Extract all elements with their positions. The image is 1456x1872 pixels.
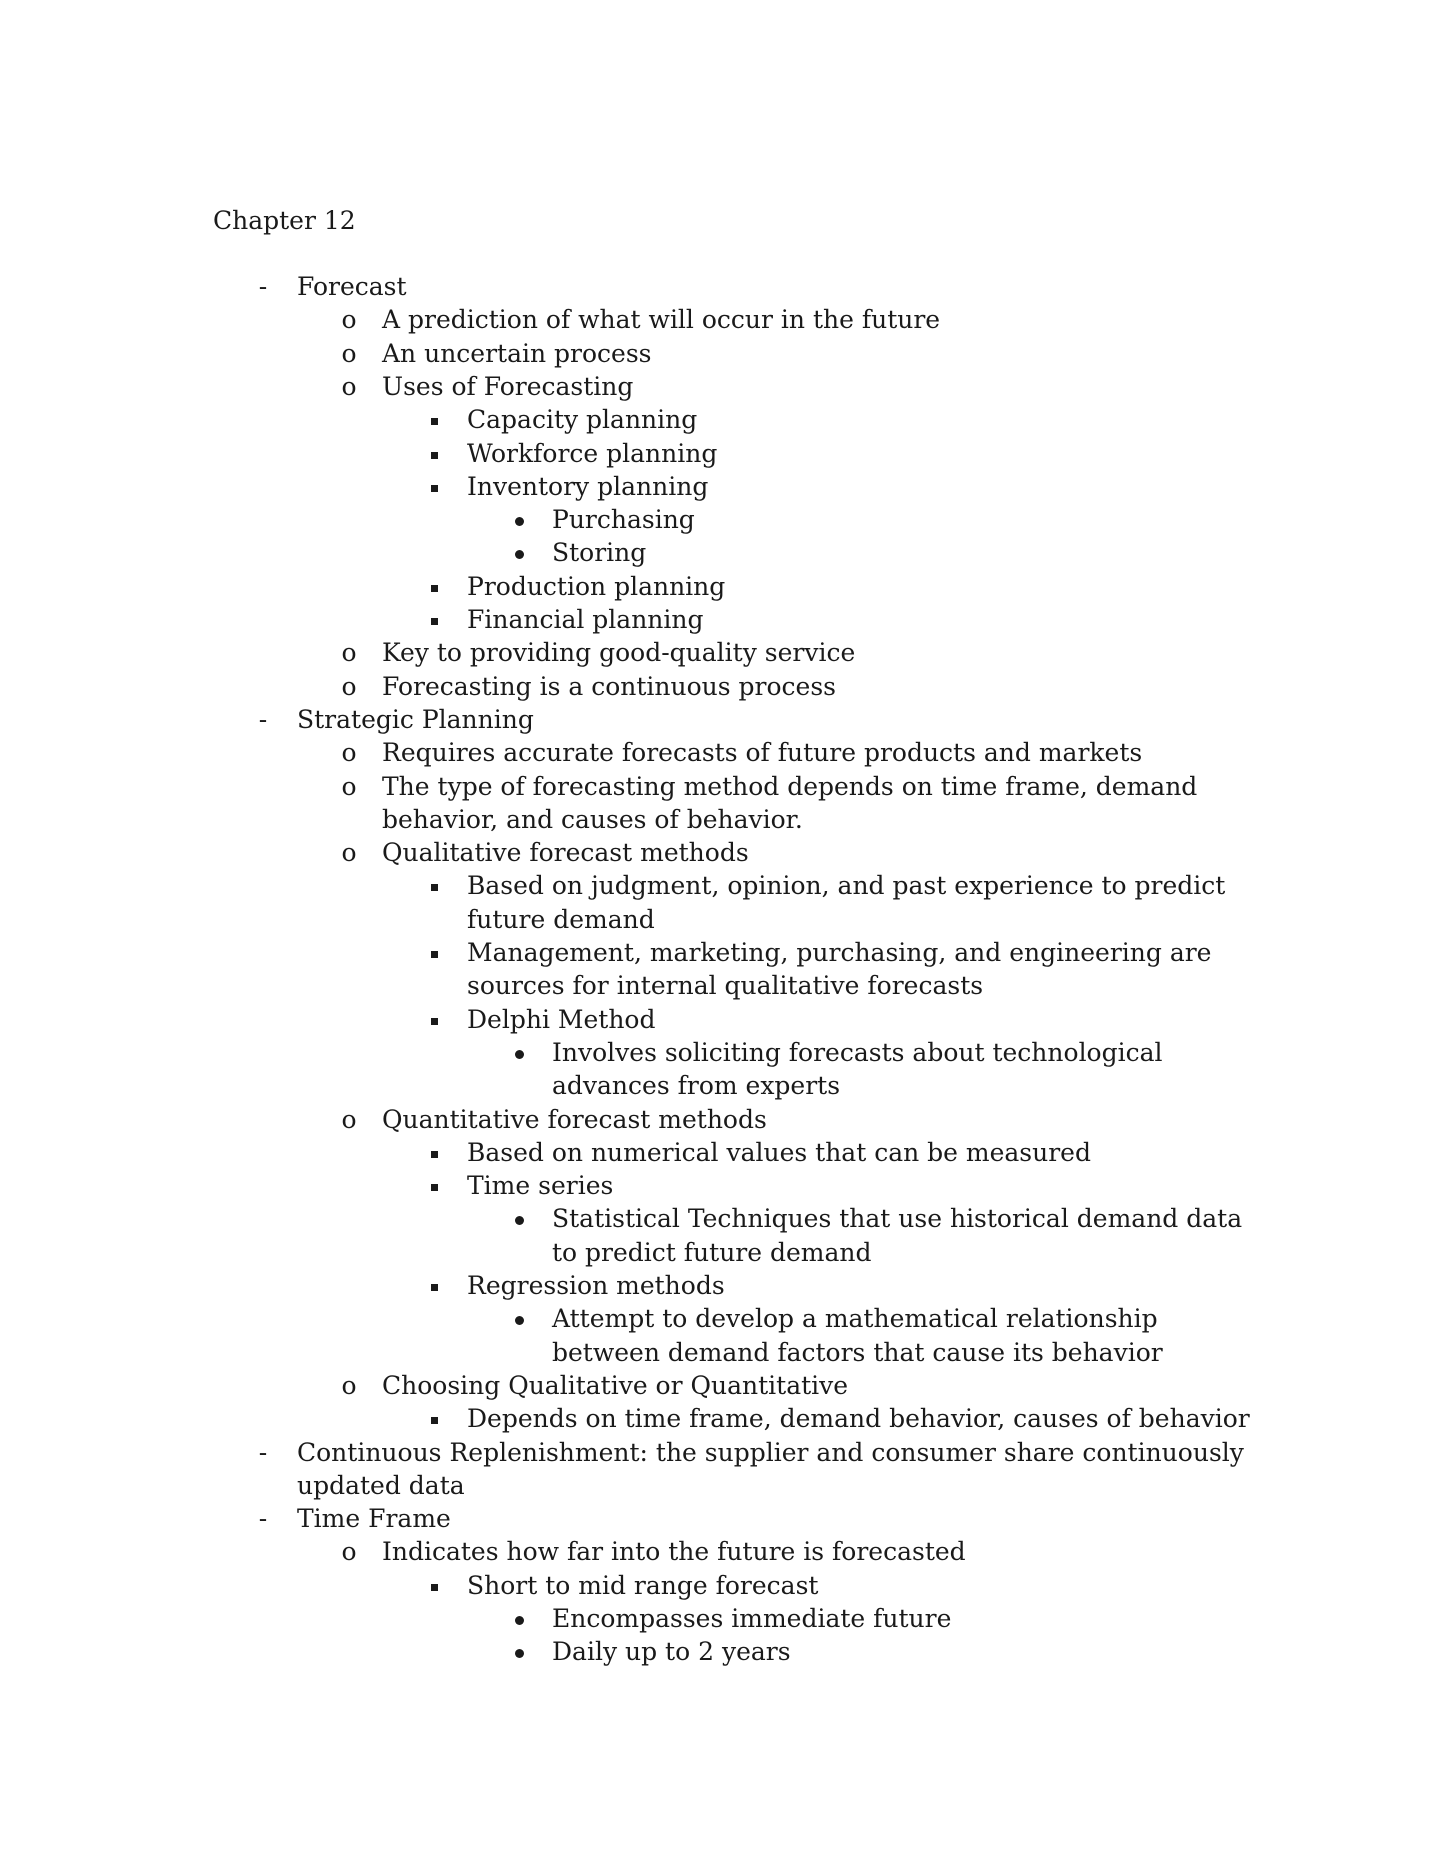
list-item: Key to providing good-quality service [382, 638, 856, 668]
circle-bullet-icon: o [341, 305, 357, 335]
list-item-continuation: sources for internal qualitative forecasts [467, 971, 984, 1001]
list-item-continuation: advances from experts [552, 1071, 841, 1101]
list-item: Workforce planning [467, 438, 718, 468]
list-item: The type of forecasting method depends on time frame, demand [382, 771, 1198, 801]
square-bullet-icon [424, 470, 444, 504]
list-item-continuation: updated data [297, 1470, 465, 1500]
list-item: Forecasting is a continuous process [382, 671, 837, 701]
dot-bullet-icon [509, 536, 529, 570]
list-item: Statistical Techniques that use historical demand data [552, 1204, 1243, 1234]
circle-bullet-icon: o [341, 638, 357, 668]
circle-bullet-icon: o [341, 838, 357, 868]
list-item: Based on numerical values that can be measured [467, 1137, 1091, 1167]
square-bullet-icon [424, 403, 444, 437]
list-item: An uncertain process [382, 338, 652, 368]
list-item: Attempt to develop a mathematical relationship [552, 1304, 1158, 1334]
dot-bullet-icon [509, 1302, 529, 1336]
square-bullet-icon [424, 437, 444, 471]
list-item: Requires accurate forecasts of future products and markets [382, 738, 1143, 768]
circle-bullet-icon: o [341, 1104, 357, 1134]
dash-bullet-icon: - [258, 272, 268, 301]
circle-bullet-icon: o [341, 371, 357, 401]
dash-bullet-icon: - [258, 1504, 268, 1534]
list-item: Purchasing [552, 505, 695, 535]
list-item: Indicates how far into the future is forecasted [382, 1537, 966, 1567]
square-bullet-icon [424, 869, 444, 903]
dot-bullet-icon [509, 1202, 529, 1236]
list-item: Uses of Forecasting [382, 371, 634, 401]
list-item: Storing [552, 538, 647, 568]
circle-bullet-icon: o [341, 771, 357, 801]
square-bullet-icon [424, 936, 444, 970]
list-item: Based on judgment, opinion, and past experience to predict [467, 871, 1226, 901]
dot-bullet-icon [509, 1602, 529, 1636]
list-item: Qualitative forecast methods [382, 838, 749, 868]
list-item: Management, marketing, purchasing, and engineering are [467, 938, 1212, 967]
square-bullet-icon [424, 1003, 444, 1037]
list-item: Continuous Replenishment: the supplier and consumer share continuously [297, 1437, 1244, 1467]
dash-bullet-icon: - [258, 704, 268, 734]
circle-bullet-icon: o [341, 1370, 357, 1400]
list-item: Short to mid range forecast [467, 1570, 819, 1600]
square-bullet-icon [424, 570, 444, 604]
square-bullet-icon [424, 1269, 444, 1303]
page-title: Chapter 12 [213, 206, 356, 235]
list-item: Financial planning [467, 605, 704, 634]
circle-bullet-icon: o [341, 671, 357, 701]
list-item: Capacity planning [467, 405, 698, 435]
list-item: Regression methods [467, 1271, 725, 1300]
square-bullet-icon [424, 1169, 444, 1203]
list-item-continuation: to predict future demand [552, 1237, 872, 1267]
list-item-continuation: future demand [467, 904, 655, 934]
square-bullet-icon [424, 1569, 444, 1603]
circle-bullet-icon: o [341, 738, 357, 768]
list-item: Time Frame [297, 1504, 451, 1534]
dash-bullet-icon: - [258, 1437, 268, 1467]
list-item-continuation: behavior, and causes of behavior. [382, 804, 803, 834]
list-item: Delphi Method [467, 1004, 656, 1034]
square-bullet-icon [424, 603, 444, 637]
circle-bullet-icon: o [341, 338, 357, 368]
list-item-continuation: between demand factors that cause its behavior [552, 1337, 1163, 1367]
list-item: Time series [467, 1171, 614, 1201]
list-item: Daily up to 2 years [552, 1637, 791, 1667]
list-item: Quantitative forecast methods [382, 1104, 767, 1134]
list-item: Choosing Qualitative or Quantitative [382, 1370, 849, 1400]
list-item: Forecast [297, 272, 407, 301]
dot-bullet-icon [509, 1036, 529, 1070]
list-item: Inventory planning [467, 471, 709, 501]
dot-bullet-icon [509, 1635, 529, 1669]
circle-bullet-icon: o [341, 1537, 357, 1567]
list-item: Depends on time frame, demand behavior, causes of behavior [467, 1404, 1250, 1434]
square-bullet-icon [424, 1402, 444, 1436]
list-item: Strategic Planning [297, 704, 534, 734]
dot-bullet-icon [509, 503, 529, 537]
list-item: Encompasses immediate future [552, 1604, 952, 1633]
list-item: Production planning [467, 571, 726, 601]
list-item: Involves soliciting forecasts about technological [552, 1037, 1163, 1067]
list-item: A prediction of what will occur in the future [382, 305, 941, 335]
square-bullet-icon [424, 1136, 444, 1170]
